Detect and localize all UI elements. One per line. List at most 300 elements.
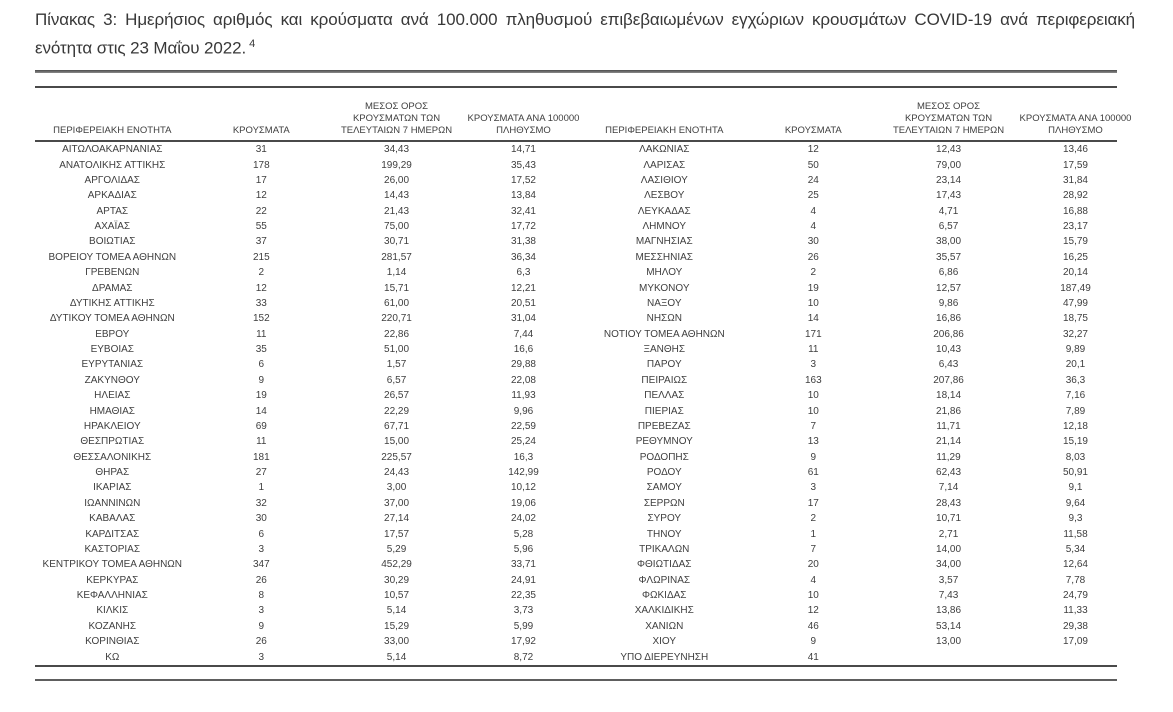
header-per100k: ΚΡΟΥΣΜΑΤΑ ΑΝΑ 100000 ΠΛΗΘΥΣΜΟ — [467, 113, 580, 136]
region-cell: ΚΑΡΔΙΤΣΑΣ — [85, 528, 140, 540]
header-per100k: ΚΡΟΥΣΜΑΤΑ ΑΝΑ 100000 ΠΛΗΘΥΣΜΟ — [1019, 113, 1132, 136]
region-cell: ΛΗΜΝΟΥ — [642, 221, 687, 233]
header-region: ΠΕΡΙΦΕΡΕΙΑΚΗ ΕΝΟΤΗΤΑ — [53, 125, 172, 136]
region-cell: ΡΟΔΟΥ — [646, 467, 682, 479]
per100k-cell: 31,84 — [1062, 174, 1088, 186]
table-row — [35, 234, 587, 249]
table-row — [587, 496, 1139, 511]
table-row — [587, 465, 1139, 480]
cases-cell: 2 — [258, 267, 265, 279]
per100k-cell: 24,79 — [1062, 590, 1088, 602]
cases-cell: 26 — [807, 251, 819, 263]
cases-cell: 25 — [807, 190, 819, 202]
table-row — [35, 649, 587, 664]
per100k-cell: 7,16 — [1065, 390, 1086, 402]
table-header-row — [35, 88, 1140, 140]
table-row — [35, 434, 587, 449]
region-cell: ΠΕΛΛΑΣ — [644, 390, 685, 402]
per100k-cell: 5,28 — [513, 528, 534, 540]
table-row — [35, 403, 587, 418]
table-row — [587, 311, 1139, 326]
region-cell: ΗΜΑΘΙΑΣ — [89, 405, 135, 417]
region-cell: ΡΕΘΥΜΝΟΥ — [635, 436, 693, 448]
table-row — [35, 280, 587, 295]
per100k-cell: 7,89 — [1065, 405, 1086, 417]
avg7-cell: 26,00 — [384, 174, 410, 186]
cases-cell: 4 — [810, 574, 817, 586]
avg7-cell: 38,00 — [936, 236, 962, 248]
per100k-cell: 13,84 — [510, 190, 536, 202]
region-cell: ΚΕΡΚΥΡΑΣ — [86, 574, 139, 586]
table-bottom-border — [35, 665, 1117, 667]
cases-cell: 22 — [255, 205, 267, 217]
avg7-cell: 11,71 — [936, 420, 961, 432]
table-row — [587, 603, 1139, 618]
per100k-cell: 19,06 — [510, 497, 536, 509]
header-cases: ΚΡΟΥΣΜΑΤΑ — [784, 125, 842, 136]
per100k-cell: 22,59 — [510, 420, 536, 432]
avg7-cell: 14,43 — [384, 190, 410, 202]
avg7-cell: 5,14 — [386, 605, 407, 617]
region-cell: ΕΥΡΥΤΑΝΙΑΣ — [81, 359, 144, 371]
avg7-cell: 4,71 — [938, 205, 959, 217]
per100k-cell: 36,34 — [510, 251, 536, 263]
region-cell: ΚΙΛΚΙΣ — [96, 605, 129, 617]
cases-cell: 347 — [252, 559, 270, 571]
title-divider — [35, 70, 1117, 73]
region-cell: ΚΑΒΑΛΑΣ — [89, 513, 136, 525]
region-cell: ΑΡΓΟΛΙΔΑΣ — [84, 174, 140, 186]
avg7-cell: 7,14 — [938, 482, 959, 494]
avg7-cell: 24,43 — [384, 467, 410, 479]
per100k-cell: 9,3 — [1068, 513, 1083, 525]
table-row — [587, 419, 1139, 434]
cases-cell: 14 — [255, 405, 267, 417]
cases-cell: 152 — [252, 313, 270, 325]
table-row — [587, 557, 1139, 572]
table-row — [587, 250, 1139, 265]
table-row — [35, 311, 587, 326]
table-body — [35, 142, 1140, 665]
cases-cell: 4 — [810, 205, 817, 217]
table-row — [35, 557, 587, 572]
table-row — [587, 327, 1139, 342]
region-cell: ΠΡΕΒΕΖΑΣ — [637, 420, 691, 432]
table-row — [587, 173, 1139, 188]
avg7-cell: 14,00 — [936, 543, 962, 555]
avg7-cell: 6,57 — [386, 374, 407, 386]
region-cell: ΔΡΑΜΑΣ — [92, 282, 133, 294]
per100k-cell: 36,3 — [1065, 374, 1086, 386]
region-cell: ΝΟΤΙΟΥ ΤΟΜΕΑ ΑΘΗΝΩΝ — [603, 328, 725, 340]
cases-cell: 31 — [255, 144, 267, 156]
region-cell: ΑΧΑΪΑΣ — [94, 221, 131, 233]
per100k-cell: 17,52 — [510, 174, 536, 186]
per100k-cell: 11,58 — [1063, 528, 1088, 540]
cases-cell: 11 — [256, 328, 267, 340]
cases-cell: 27 — [255, 467, 267, 479]
region-cell: ΛΑΡΙΣΑΣ — [643, 159, 686, 171]
cases-cell: 3 — [258, 543, 265, 555]
avg7-cell: 206,86 — [933, 328, 964, 340]
cases-cell: 3 — [258, 651, 265, 663]
per100k-cell: 29,88 — [510, 359, 536, 371]
region-cell: ΑΡΚΑΔΙΑΣ — [87, 190, 137, 202]
table-row — [35, 603, 587, 618]
region-cell: ΚΟΖΑΝΗΣ — [88, 620, 137, 632]
per100k-cell: 12,64 — [1062, 559, 1088, 571]
per100k-cell: 5,34 — [1065, 543, 1086, 555]
per100k-cell: 47,99 — [1062, 297, 1088, 309]
avg7-cell: 61,00 — [384, 297, 410, 309]
per100k-cell: 14,71 — [510, 144, 536, 156]
cases-cell: 30 — [255, 513, 267, 525]
region-cell: ΣΑΜΟΥ — [646, 482, 682, 494]
table-row — [587, 373, 1139, 388]
region-cell: ΚΩ — [105, 651, 120, 663]
cases-cell: 61 — [807, 467, 819, 479]
region-cell: ΧΙΟΥ — [652, 636, 677, 648]
table-row — [35, 388, 587, 403]
cases-cell: 12 — [255, 282, 267, 294]
per100k-cell: 16,88 — [1062, 205, 1088, 217]
region-cell: ΕΒΡΟΥ — [95, 328, 130, 340]
cases-cell: 10 — [807, 297, 819, 309]
region-cell: ΝΑΞΟΥ — [647, 297, 682, 309]
per100k-cell: 9,89 — [1065, 344, 1086, 356]
region-cell: ΛΑΣΙΘΙΟΥ — [640, 174, 688, 186]
region-cell: ΦΩΚΙΔΑΣ — [642, 590, 687, 602]
per100k-cell: 17,59 — [1062, 159, 1088, 171]
avg7-cell: 7,43 — [938, 590, 959, 602]
table-caption — [35, 8, 1135, 62]
avg7-cell: 62,43 — [936, 467, 962, 479]
table-header-right — [587, 88, 1139, 140]
region-cell: ΤΗΝΟΥ — [646, 528, 682, 540]
cases-cell: 11 — [808, 344, 819, 356]
region-cell: ΣΕΡΡΩΝ — [643, 497, 685, 509]
cases-cell: 10 — [807, 590, 819, 602]
cases-cell: 6 — [258, 359, 265, 371]
per100k-cell: 3,73 — [513, 605, 534, 617]
cases-cell: 17 — [807, 497, 819, 509]
avg7-cell: 12,57 — [936, 282, 962, 294]
avg7-cell: 3,57 — [938, 574, 959, 586]
table-row — [35, 465, 587, 480]
region-cell: ΧΑΝΙΩΝ — [645, 620, 684, 632]
header-cases: ΚΡΟΥΣΜΑΤΑ — [232, 125, 290, 136]
per100k-cell: 7,44 — [513, 328, 534, 340]
cases-cell: 1 — [810, 528, 817, 540]
cases-cell: 55 — [255, 221, 267, 233]
region-cell: ΗΛΕΙΑΣ — [94, 390, 131, 402]
avg7-cell: 75,00 — [384, 221, 410, 233]
table-row — [35, 542, 587, 557]
avg7-cell: 34,00 — [936, 559, 962, 571]
avg7-cell: 23,14 — [936, 174, 962, 186]
cases-cell: 9 — [810, 636, 817, 648]
per100k-cell: 12,21 — [510, 282, 536, 294]
per100k-cell: 9,96 — [513, 405, 534, 417]
avg7-cell: 207,86 — [933, 374, 964, 386]
cases-cell: 9 — [258, 374, 265, 386]
region-cell: ΘΕΣΠΡΩΤΙΑΣ — [80, 436, 145, 448]
per100k-cell: 17,92 — [510, 636, 536, 648]
cases-cell: 178 — [252, 159, 270, 171]
per100k-cell: 5,99 — [513, 620, 534, 632]
table-row — [35, 219, 587, 234]
table-row — [35, 588, 587, 603]
table-row — [35, 342, 587, 357]
per100k-cell: 25,24 — [510, 436, 536, 448]
avg7-cell: 17,43 — [936, 190, 962, 202]
table-row — [35, 173, 587, 188]
cases-cell: 69 — [255, 420, 267, 432]
avg7-cell: 21,14 — [936, 436, 962, 448]
table-row — [587, 480, 1139, 495]
region-cell: ΘΗΡΑΣ — [95, 467, 130, 479]
table-row — [35, 496, 587, 511]
cases-cell: 12 — [807, 144, 819, 156]
region-cell: ΠΕΙΡΑΙΩΣ — [641, 374, 688, 386]
cases-cell: 12 — [255, 190, 267, 202]
cases-cell: 9 — [258, 620, 265, 632]
region-cell: ΛΕΣΒΟΥ — [644, 190, 685, 202]
per100k-cell: 13,46 — [1062, 144, 1088, 156]
region-cell: ΜΥΚΟΝΟΥ — [639, 282, 690, 294]
cases-cell: 2 — [810, 513, 817, 525]
per100k-cell: 24,02 — [510, 513, 536, 525]
avg7-cell: 22,86 — [384, 328, 410, 340]
cases-cell: 163 — [804, 374, 822, 386]
table-body-right — [587, 142, 1139, 665]
per100k-cell: 5,96 — [513, 543, 534, 555]
per100k-cell: 18,75 — [1062, 313, 1088, 325]
region-cell: ΚΑΣΤΟΡΙΑΣ — [84, 543, 141, 555]
avg7-cell: 30,71 — [384, 236, 410, 248]
table-row — [587, 188, 1139, 203]
cases-cell: 30 — [807, 236, 819, 248]
avg7-cell: 30,29 — [384, 574, 410, 586]
per100k-cell: 32,41 — [510, 205, 536, 217]
cases-cell: 46 — [807, 620, 819, 632]
header-region: ΠΕΡΙΦΕΡΕΙΑΚΗ ΕΝΟΤΗΤΑ — [605, 125, 724, 136]
avg7-cell: 9,86 — [938, 297, 959, 309]
table-row — [35, 619, 587, 634]
cases-cell: 41 — [807, 651, 819, 663]
region-cell: ΒΟΙΩΤΙΑΣ — [89, 236, 136, 248]
avg7-cell: 13,00 — [936, 636, 962, 648]
cases-cell: 26 — [255, 574, 267, 586]
per100k-cell: 11,93 — [511, 390, 536, 402]
avg7-cell: 21,43 — [384, 205, 410, 217]
cases-cell: 6 — [258, 528, 265, 540]
cases-cell: 7 — [810, 543, 817, 555]
cases-cell: 8 — [258, 590, 265, 602]
region-cell: ΑΡΤΑΣ — [96, 205, 129, 217]
table-row — [587, 588, 1139, 603]
region-cell: ΦΛΩΡΙΝΑΣ — [638, 574, 691, 586]
cases-cell: 50 — [807, 159, 819, 171]
cases-cell: 12 — [807, 605, 819, 617]
table-row — [587, 573, 1139, 588]
table-row — [587, 357, 1139, 372]
per100k-cell: 17,09 — [1062, 636, 1088, 648]
region-cell: ΚΕΝΤΡΙΚΟΥ ΤΟΜΕΑ ΑΘΗΝΩΝ — [42, 559, 182, 571]
table-row — [587, 388, 1139, 403]
region-cell: ΤΡΙΚΑΛΩΝ — [639, 543, 690, 555]
cases-cell: 7 — [810, 420, 817, 432]
per100k-cell: 33,71 — [510, 559, 536, 571]
table-row — [35, 157, 587, 172]
cases-cell: 33 — [255, 297, 267, 309]
table-row — [587, 450, 1139, 465]
avg7-cell: 10,71 — [936, 513, 962, 525]
cases-cell: 14 — [807, 313, 819, 325]
avg7-cell: 16,86 — [936, 313, 962, 325]
region-cell: ΧΑΛΚΙΔΙΚΗΣ — [634, 605, 694, 617]
region-cell: ΦΘΙΩΤΙΔΑΣ — [637, 559, 692, 571]
avg7-cell: 37,00 — [384, 497, 410, 509]
per100k-cell: 31,04 — [510, 313, 536, 325]
per100k-cell: 15,79 — [1062, 236, 1088, 248]
region-cell: ΛΑΚΩΝΙΑΣ — [639, 144, 690, 156]
report-page — [35, 8, 1140, 681]
avg7-cell: 2,71 — [938, 528, 959, 540]
avg7-cell: 15,71 — [384, 282, 410, 294]
avg7-cell: 6,43 — [938, 359, 959, 371]
avg7-cell: 452,29 — [381, 559, 412, 571]
avg7-cell: 199,29 — [381, 159, 412, 171]
table-row — [587, 234, 1139, 249]
avg7-cell: 10,57 — [384, 590, 410, 602]
region-cell: ΓΡΕΒΕΝΩΝ — [85, 267, 140, 279]
table-row — [587, 265, 1139, 280]
table-row — [35, 634, 587, 649]
region-cell: ΠΑΡΟΥ — [646, 359, 682, 371]
table-row — [35, 373, 587, 388]
outer-bottom-border — [35, 679, 1117, 681]
per100k-cell: 29,38 — [1062, 620, 1088, 632]
table-row — [35, 327, 587, 342]
table-row — [587, 542, 1139, 557]
region-cell: ΜΕΣΣΗΝΙΑΣ — [635, 251, 693, 263]
avg7-cell: 12,43 — [936, 144, 962, 156]
per100k-cell: 35,43 — [510, 159, 536, 171]
cases-cell: 1 — [258, 482, 265, 494]
per100k-cell: 16,25 — [1062, 251, 1088, 263]
table-row — [587, 280, 1139, 295]
cases-cell: 181 — [252, 451, 270, 463]
per100k-cell: 28,92 — [1062, 190, 1088, 202]
avg7-cell: 18,14 — [936, 390, 962, 402]
cases-cell: 10 — [807, 405, 819, 417]
region-cell: ΛΕΥΚΑΔΑΣ — [637, 205, 691, 217]
avg7-cell: 79,00 — [936, 159, 962, 171]
avg7-cell: 1,57 — [386, 359, 407, 371]
table-row — [587, 403, 1139, 418]
per100k-cell: 16,6 — [513, 344, 534, 356]
region-cell: ΚΕΦΑΛΛΗΝΙΑΣ — [76, 590, 148, 602]
per100k-cell: 24,91 — [510, 574, 536, 586]
table-row — [35, 142, 587, 157]
header-avg7: ΜΕΣΟΣ ΟΡΟΣ ΚΡΟΥΣΜΑΤΩΝ ΤΩΝ ΤΕΛΕΥΤΑΙΩΝ 7 ΗΜΕΡΩΝ — [340, 101, 453, 136]
per100k-cell: 7,78 — [1065, 574, 1086, 586]
cases-cell: 11 — [256, 436, 267, 448]
cases-cell: 2 — [810, 267, 817, 279]
region-cell: ΥΠΟ ΔΙΕΡΕΥΝΗΣΗ — [620, 651, 709, 663]
table-row — [35, 357, 587, 372]
per100k-cell: 20,1 — [1065, 359, 1086, 371]
cases-cell: 10 — [807, 390, 819, 402]
cases-cell: 20 — [807, 559, 819, 571]
region-cell: ΚΟΡΙΝΘΙΑΣ — [85, 636, 140, 648]
region-cell: ΖΑΚΥΝΘΟΥ — [84, 374, 140, 386]
table-row — [587, 142, 1139, 157]
per100k-cell: 12,18 — [1062, 420, 1088, 432]
per100k-cell: 50,91 — [1062, 467, 1088, 479]
per100k-cell: 22,08 — [510, 374, 536, 386]
region-cell: ΕΥΒΟΙΑΣ — [90, 344, 134, 356]
avg7-cell: 11,29 — [936, 451, 961, 463]
table-row — [587, 511, 1139, 526]
avg7-cell: 22,29 — [384, 405, 410, 417]
per100k-cell: 10,12 — [510, 482, 536, 494]
per100k-cell: 16,3 — [513, 451, 534, 463]
avg7-cell: 17,57 — [384, 528, 410, 540]
per100k-cell: 17,72 — [510, 221, 536, 233]
per100k-cell: 11,33 — [1063, 605, 1088, 617]
footnote-marker: 4 — [249, 38, 256, 50]
per100k-cell: 6,3 — [516, 267, 531, 279]
table-row — [587, 296, 1139, 311]
cases-cell: 3 — [810, 359, 817, 371]
per100k-cell: 8,03 — [1065, 451, 1086, 463]
header-avg7: ΜΕΣΟΣ ΟΡΟΣ ΚΡΟΥΣΜΑΤΩΝ ΤΩΝ ΤΕΛΕΥΤΑΙΩΝ 7 ΗΜΕΡΩΝ — [892, 101, 1005, 136]
cases-cell: 17 — [255, 174, 267, 186]
region-cell: ΠΙΕΡΙΑΣ — [644, 405, 684, 417]
table-row — [35, 296, 587, 311]
avg7-cell: 15,29 — [384, 620, 410, 632]
avg7-cell: 6,86 — [938, 267, 959, 279]
table-row — [35, 250, 587, 265]
cases-cell: 37 — [255, 236, 267, 248]
per100k-cell: 20,14 — [1062, 267, 1088, 279]
per100k-cell: 142,99 — [508, 467, 539, 479]
table-row — [587, 649, 1139, 664]
table-row — [587, 634, 1139, 649]
region-cell: ΞΑΝΘΗΣ — [643, 344, 686, 356]
avg7-cell: 15,00 — [384, 436, 410, 448]
region-cell: ΡΟΔΟΠΗΣ — [639, 451, 689, 463]
table-row — [587, 157, 1139, 172]
region-cell: ΔΥΤΙΚΟΥ ΤΟΜΕΑ ΑΘΗΝΩΝ — [49, 313, 175, 325]
avg7-cell: 6,57 — [938, 221, 959, 233]
avg7-cell: 3,00 — [386, 482, 407, 494]
cases-cell: 32 — [255, 497, 267, 509]
table-header-left — [35, 88, 587, 140]
per100k-cell: 9,64 — [1065, 497, 1086, 509]
table-row — [35, 526, 587, 541]
per100k-cell: 31,38 — [510, 236, 536, 248]
region-cell: ΗΡΑΚΛΕΙΟΥ — [83, 420, 141, 432]
avg7-cell: 51,00 — [384, 344, 410, 356]
table-body-left — [35, 142, 587, 665]
per100k-cell: 22,35 — [510, 590, 536, 602]
cases-cell: 13 — [807, 436, 819, 448]
region-cell: ΘΕΣΣΑΛΟΝΙΚΗΣ — [73, 451, 152, 463]
table-caption-text: Πίνακας 3: Ημερήσιος αριθμός και κρούσματα ανά 100.000 πληθυσμού επιβεβαιωμένων εγχώριων κρουσμάτων COVID-19 ανά περιφερειακή ενότητα στις 23 Μαΐου 2022. — [35, 10, 1135, 58]
